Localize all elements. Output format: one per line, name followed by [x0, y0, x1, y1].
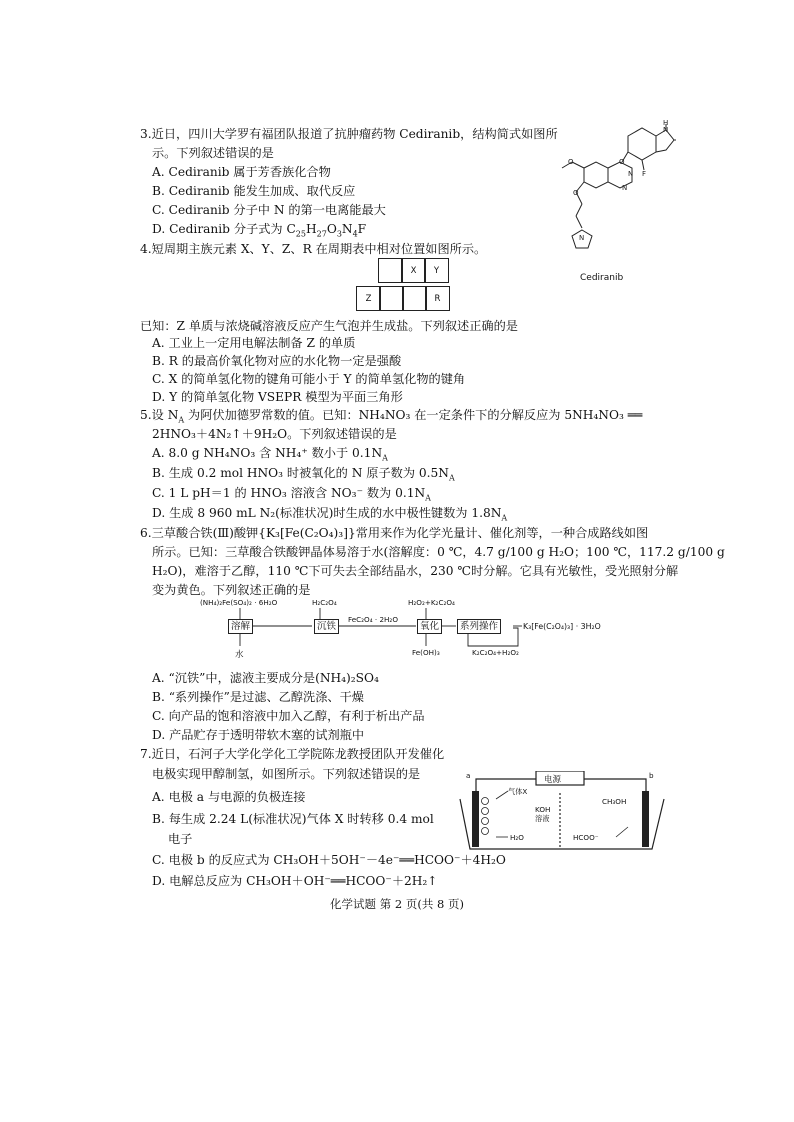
q7-option-b-line1: B. 每生成 2.24 L(标准状况)气体 X 时转移 0.4 mol: [152, 812, 434, 826]
electrode-a-label: a: [466, 771, 471, 780]
cell-r: R: [425, 286, 450, 311]
svg-text:H: H: [663, 119, 669, 127]
q4-stem-line2: 已知：Z 单质与浓烧碱溶液反应产生气泡并生成盐。下列叙述正确的是: [140, 319, 518, 333]
methanol-label: CH₃OH: [602, 797, 627, 806]
q5-stem-line1: 5.设 $N_A$ 为阿伏加德罗常数的值。已知：NH₄NO₃ 在一定条件下的分解反应为 5NH₄NO₃ ══: [140, 408, 643, 425]
q5-stem-line2: 2HNO₃＋4N₂↑＋9H₂O。下列叙述错误的是: [152, 427, 397, 441]
q6-stem-line2: 所示。已知：三草酸合铁酸钾晶体易溶于水(溶解度：0 ℃，4.7 g/100 g H₂O；100 ℃，117.2 g/100 g: [152, 545, 725, 559]
q6-stem-line3: H₂O)，难溶于乙醇，110 ℃下可失去全部结晶水，230 ℃时分解。它具有光敏性，受光照射分解: [152, 564, 679, 578]
step-series-operations: 系列操作: [457, 619, 501, 634]
q7-option-d: D. 电解总反应为 CH₃OH＋OH⁻══HCOO⁻＋2H₂↑: [152, 874, 438, 888]
cell-blank-2: [402, 286, 427, 311]
cell-blank-1: [379, 286, 404, 311]
q5-option-a: A. 8.0 g NH₄NO₃ 含 NH₄⁺ 数小于 $0.1N_A$: [152, 446, 388, 463]
q4-option-a: A. 工业上一定用电解法制备 Z 的单质: [152, 336, 356, 350]
step-oxidize: 氧化: [417, 619, 442, 634]
q6-option-b: B. “系列操作”是过滤、乙醇洗涤、干燥: [152, 690, 364, 704]
q7-option-a: A. 电极 a 与电源的负极连接: [152, 790, 306, 804]
q6-stem-line1: 6.三草酸合铁(Ⅲ)酸钾{K₃[Fe(C₂O₄)₃]}常用来作为化学光量计、催化剂等，一种合成路线如图: [140, 526, 649, 540]
q4-stem-line1: 4.短周期主族元素 X、Y、Z、R 在周期表中相对位置如图所示。: [140, 242, 487, 256]
electrolysis-cell-diagram: [456, 771, 671, 861]
synthesis-flowchart: [200, 598, 620, 668]
q4-option-c: C. X 的简单氢化物的键角可能小于 Y 的简单氢化物的键角: [152, 372, 466, 386]
q3-option-b: B. Cediranib 能发生加成、取代反应: [152, 184, 356, 198]
cell-x: X: [401, 258, 426, 283]
q5-option-c: C. 1 L pH＝1 的 HNO₃ 溶液含 NO₃⁻ 数为 $0.1N_A$: [152, 486, 431, 503]
q7-option-c: C. 电极 b 的反应式为 CH₃OH＋5OH⁻－4e⁻══HCOO⁻＋4H₂O: [152, 853, 506, 867]
q7-stem-line2: 电极实现甲醇制氢，如图所示。下列叙述错误的是: [152, 767, 421, 781]
structure-caption: Cediranib: [580, 273, 624, 283]
q3-stem-line1: 3.近日，四川大学罗有福团队报道了抗肿瘤药物 Cediranib，结构简式如图所: [140, 127, 558, 141]
step-dissolve: 溶解: [228, 619, 253, 634]
electrolysis-cell-drawing: [456, 771, 671, 861]
byproduct-ferric-hydroxide: Fe(OH)₃: [412, 648, 440, 657]
cell-blank-top: [378, 258, 403, 283]
q6-stem-line4: 变为黄色。下列叙述正确的是: [152, 583, 311, 597]
svg-text:N: N: [622, 184, 628, 192]
q3-stem-line2: 示。下列叙述错误的是: [152, 146, 274, 160]
q5-option-b: B. 生成 0.2 mol HNO₃ 时被氧化的 N 原子数为 $0.5N_A$: [152, 466, 455, 483]
koh-label: KOH: [535, 805, 551, 814]
recycle-stream: K₂C₂O₄+H₂O₂: [472, 648, 519, 657]
input-water: 水: [235, 650, 244, 660]
flowchart-arrows: [200, 598, 620, 668]
svg-text:O: O: [568, 158, 574, 166]
q4-option-b: B. R 的最高价氧化物对应的水化物一定是强酸: [152, 354, 402, 368]
reagent-oxalic-acid: H₂C₂O₄: [312, 598, 337, 607]
water-label: H₂O: [510, 833, 524, 842]
step-precipitate-iron: 沉铁: [314, 619, 339, 634]
svg-text:N: N: [663, 126, 669, 134]
q3-option-c: C. Cediranib 分子中 N 的第一电离能最大: [152, 203, 386, 217]
gas-x-label: 气体X: [508, 787, 528, 796]
page-footer: 化学试题 第 2 页(共 8 页): [330, 897, 464, 911]
svg-text:N: N: [579, 234, 585, 242]
reagent-ammonium-iron-sulfate: (NH₄)₂Fe(SO₄)₂ · 6H₂O: [200, 598, 278, 607]
koh-solution-label: 溶液: [535, 814, 550, 823]
q6-option-a: A. “沉铁”中，滤液主要成分是(NH₄)₂SO₄: [152, 671, 379, 685]
power-supply-label: 电源: [544, 775, 562, 785]
cell-z: Z: [356, 286, 381, 311]
final-product: K₃[Fe(C₂O₄)₃] · 3H₂O: [523, 622, 601, 631]
q6-option-c: C. 向产品的饱和溶液中加入乙醇，有利于析出产品: [152, 709, 425, 723]
intermediate-ferrous-oxalate: FeC₂O₄ · 2H₂O: [348, 615, 398, 624]
q5-option-d: D. 生成 8 960 mL N₂(标准状况)时生成的水中极性键数为 $1.8N_A$: [152, 506, 508, 523]
svg-text:O: O: [573, 189, 579, 197]
q7-stem-line1: 7.近日，石河子大学化学化工学院陈龙教授团队开发催化: [140, 747, 445, 761]
q4-option-d: D. Y 的简单氢化物 VSEPR 模型为平面三角形: [152, 390, 403, 404]
svg-text:F: F: [642, 170, 647, 178]
svg-text:N: N: [628, 170, 634, 178]
cediranib-structure-diagram: [556, 118, 676, 266]
q3-option-d: D. Cediranib 分子式为 $C_{25}H_{27}O_3N_4F$: [152, 222, 367, 239]
q3-option-a: A. Cediranib 属于芳香族化合物: [152, 165, 331, 179]
reagent-peroxide-oxalate: H₂O₂+K₂C₂O₄: [408, 598, 455, 607]
svg-text:O: O: [619, 158, 625, 166]
electrode-b-label: b: [649, 771, 654, 780]
cell-y: Y: [424, 258, 449, 283]
q6-option-d: D. 产品贮存于透明带软木塞的试剂瓶中: [152, 728, 365, 742]
formate-label: HCOO⁻: [573, 833, 599, 842]
q7-option-b-line2: 电子: [168, 832, 193, 846]
